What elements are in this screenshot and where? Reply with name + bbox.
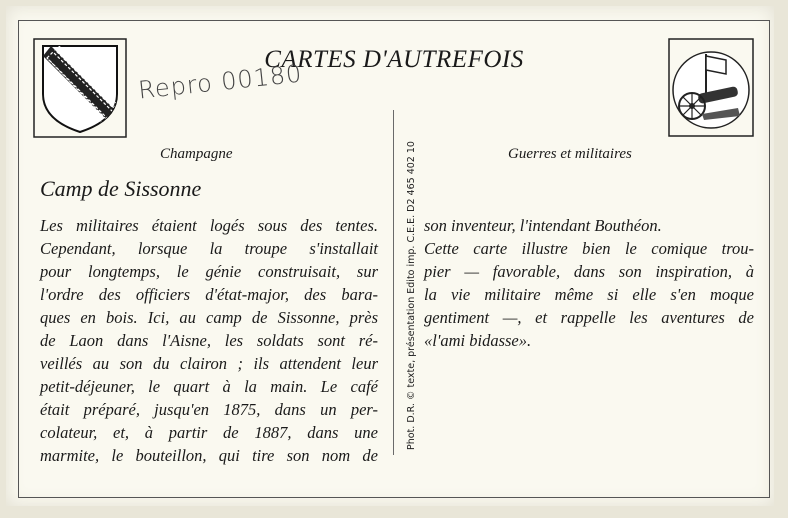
text-line: «l'ami bidasse». — [424, 331, 532, 350]
card-title: Camp de Sissonne — [40, 176, 202, 201]
text-line: de Laon dans l'Aisne, les soldats sont ré- — [40, 331, 378, 350]
region-label: Champagne — [160, 146, 233, 162]
text-line: Cette carte illustre bien le comique trou- — [424, 239, 754, 258]
text-line: marmite, le bouteillon, qui tire son nom de — [40, 446, 378, 465]
text-line: Cependant, lorsque la troupe s'installait — [40, 239, 378, 258]
text-line: l'ordre des officiers d'état-major, des bara- — [40, 285, 378, 304]
text-line: son inventeur, l'intendant Bouthéon. — [424, 216, 662, 235]
text-line: colateur, et, à partir de 1887, dans une — [40, 423, 378, 442]
text-line: Les militaires étaient logés sous des tentes. — [40, 216, 378, 235]
text-line: la vie militaire même si elle s'en moque — [424, 285, 754, 304]
right-text-column — [424, 214, 754, 352]
left-text-column — [40, 214, 378, 467]
column-divider — [393, 110, 394, 455]
text-line: veillés au son du clairon ; ils attendent leur — [40, 354, 378, 373]
handwritten-reference: Repro 00180 — [136, 59, 304, 105]
category-label: Guerres et militaires — [508, 146, 632, 162]
text-line: pour longtemps, le génie construisait, sur — [40, 262, 378, 281]
text-line: ques en bois. Ici, au camp de Sissonne, près — [40, 308, 378, 327]
print-credit: Phot. D.R. © texte, présentation Edito imp. C.E.E. D2 465 402 10 — [406, 141, 417, 450]
text-line: était préparé, jusqu'en 1875, dans un per- — [40, 400, 378, 419]
page-title: CARTES D'AUTREFOIS — [264, 46, 524, 73]
text-line: petit-déjeuner, le quart à la main. Le café — [40, 377, 378, 396]
cannon-flag-icon — [668, 38, 754, 137]
text-line: pier — favorable, dans son inspiration, à — [424, 262, 754, 281]
text-line: gentiment —, et rappelle les aventures de — [424, 308, 754, 327]
